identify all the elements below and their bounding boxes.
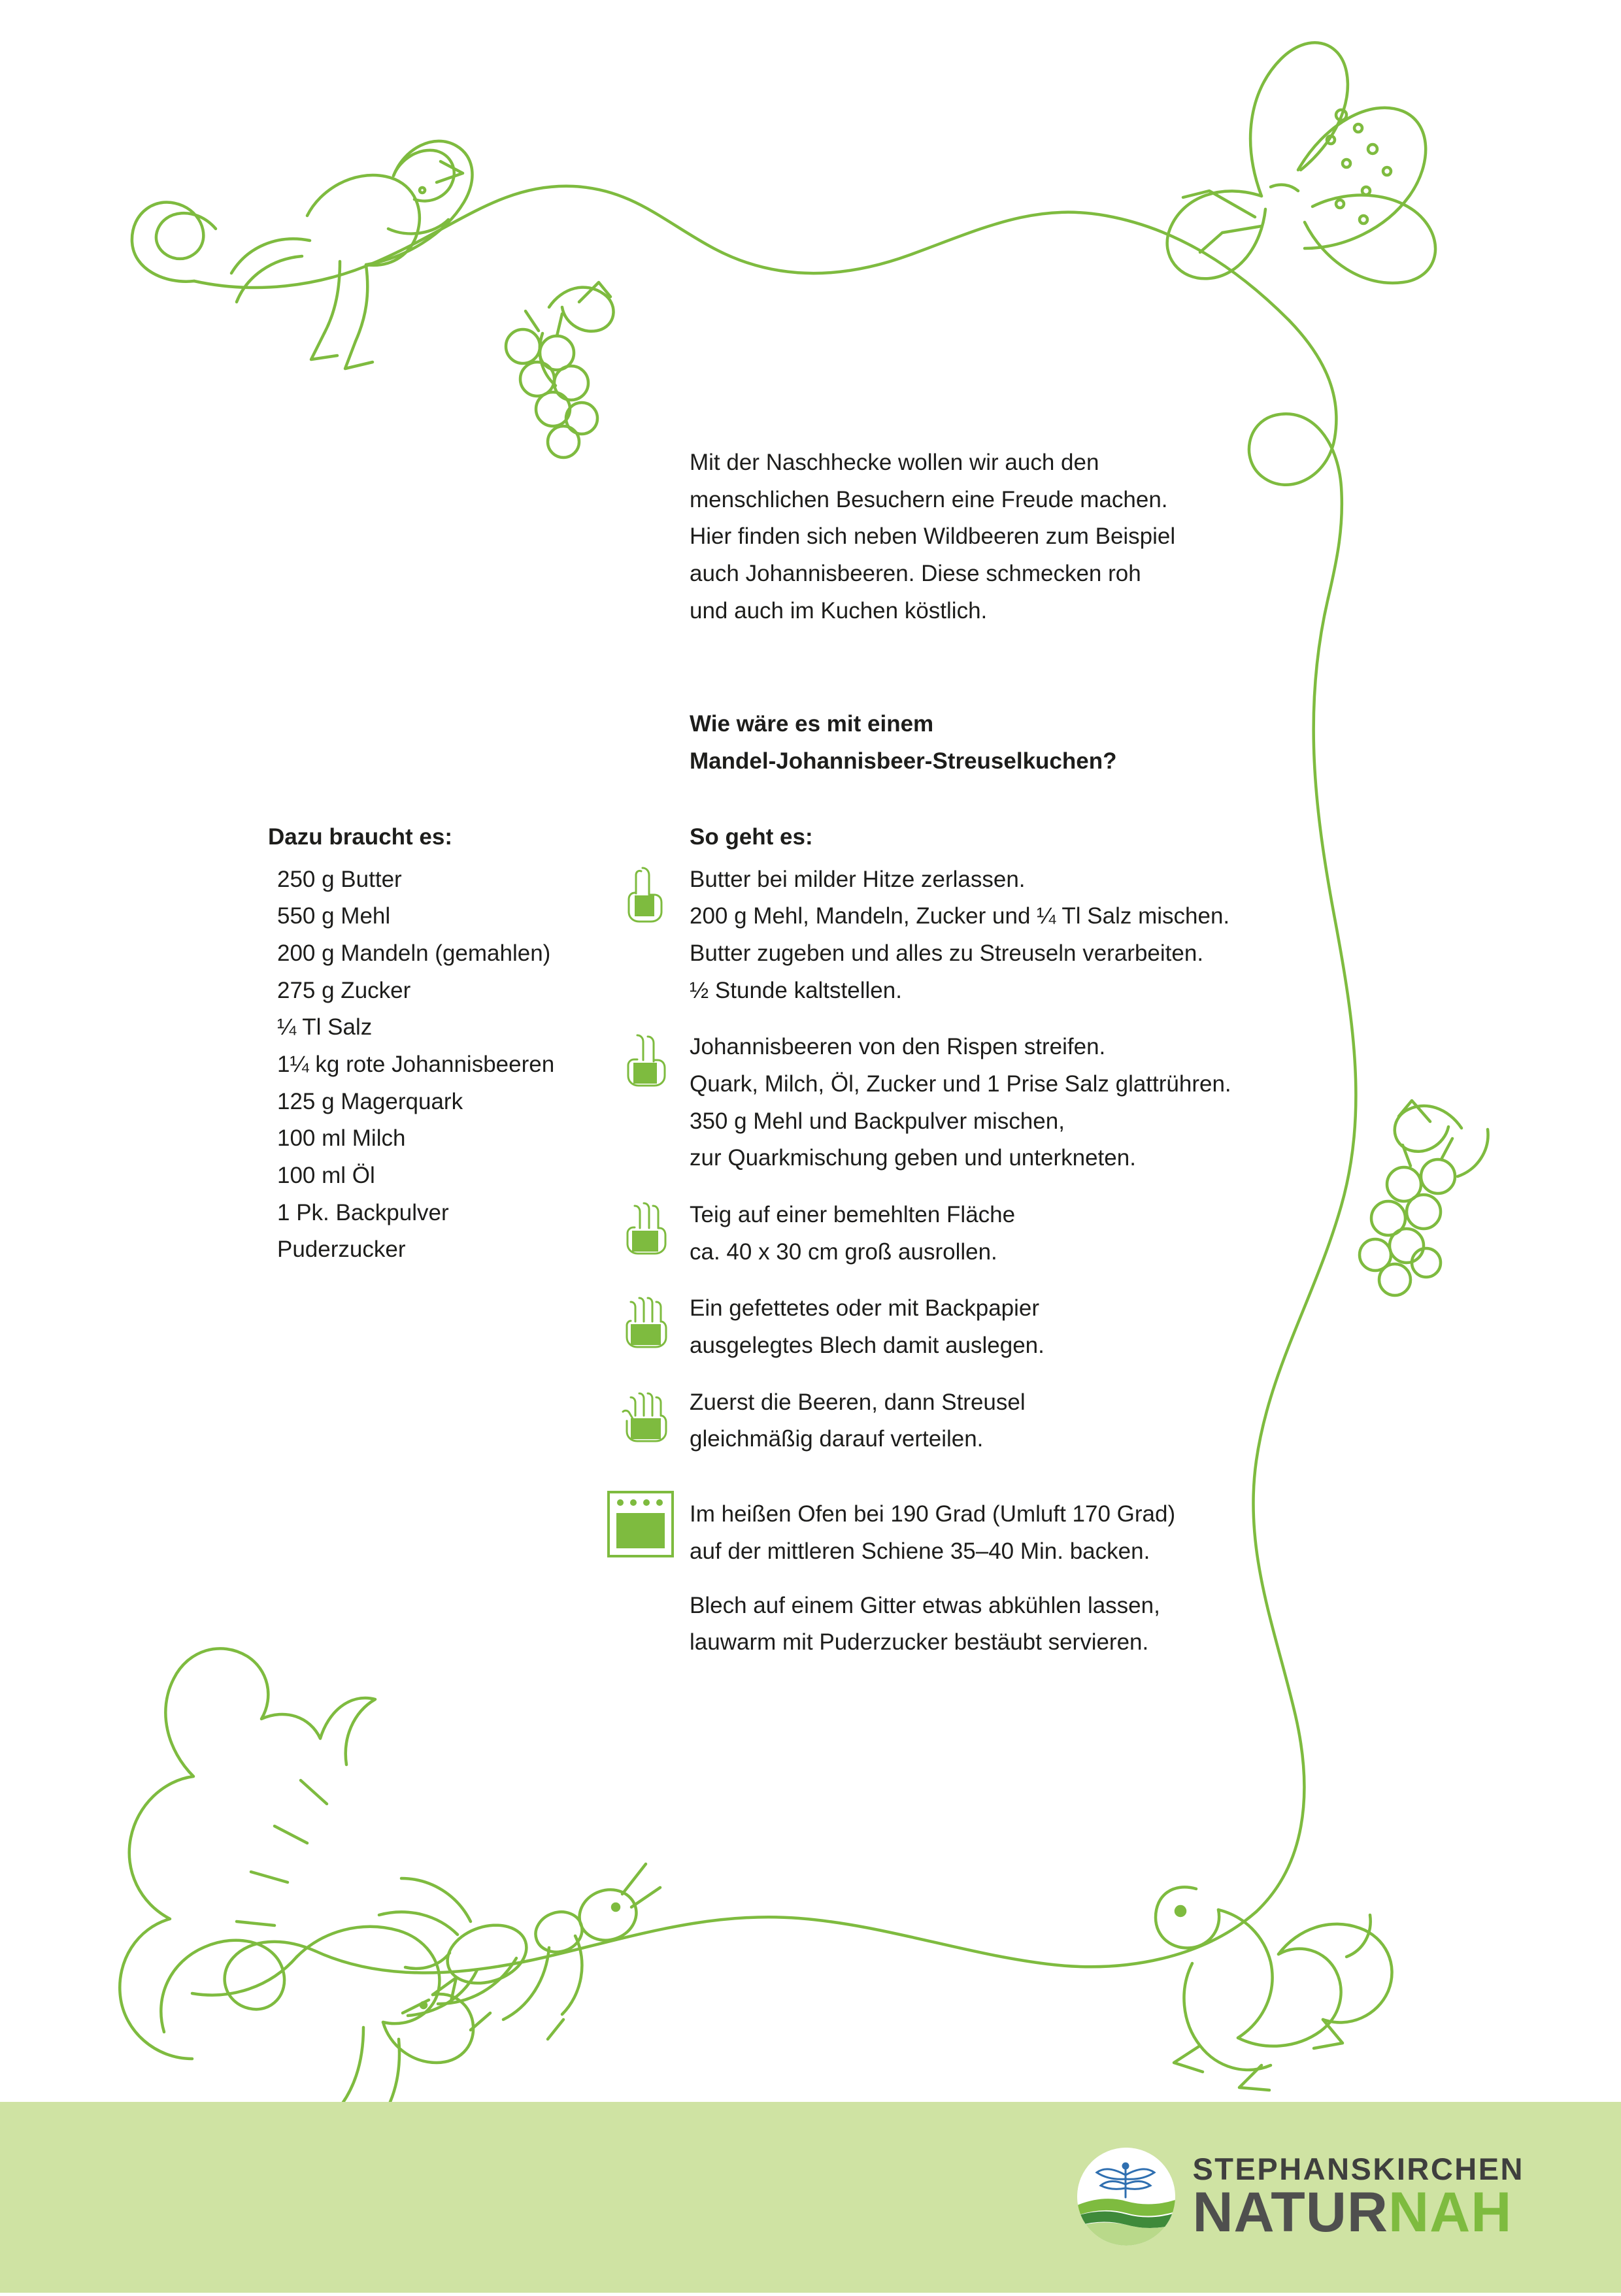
ingredient-item: 275 g Zucker — [277, 977, 411, 1003]
bird-icon — [231, 141, 473, 369]
step-line: ½ Stunde kaltstellen. — [690, 977, 902, 1003]
logo-natur: NATUR — [1192, 2180, 1389, 2244]
step-line: Zuerst die Beeren, dann Streusel — [690, 1389, 1026, 1415]
ingredient-item: Puderzucker — [277, 1237, 406, 1263]
step-line: Im heißen Ofen bei 190 Grad (Umluft 170 Grad) — [690, 1501, 1176, 1527]
ingredient-item: 125 g Magerquark — [277, 1088, 463, 1114]
question-line-2: Mandel-Johannisbeer-Streuselkuchen? — [690, 748, 1117, 774]
step-line: gleichmäßig darauf verteilen. — [690, 1426, 984, 1452]
oven-step-lines — [690, 1496, 1382, 1570]
hand-four-fingers-icon — [618, 1291, 670, 1350]
ingredient-item: ¼ Tl Salz — [277, 1014, 373, 1040]
step-lines — [690, 861, 1382, 1010]
ingredient-item: 1 Pk. Backpulver — [277, 1199, 449, 1225]
preparation-steps-section — [690, 820, 1382, 1681]
logo-line-stephanskirchen: STEPHANSKIRCHEN — [1192, 2151, 1524, 2186]
ingredients-section — [268, 820, 634, 1269]
oven-step-group — [690, 1496, 1382, 1570]
ingredient-item: 200 g Mandeln (gemahlen) — [277, 940, 551, 966]
question-line-1: Wie wäre es mit einem — [690, 711, 934, 737]
intro-line: Hier finden sich neben Wildbeeren zum Beispiel — [690, 524, 1176, 550]
ingredient-item: 550 g Mehl — [277, 903, 391, 929]
step-lines — [690, 1290, 1382, 1364]
logo-nah: NAH — [1388, 2180, 1512, 2244]
step-line: Butter zugeben und alles zu Streuseln verarbeiten. — [690, 940, 1204, 966]
intro-line: menschlichen Besuchern eine Freude machen. — [690, 486, 1168, 512]
steps-heading: So geht es: — [690, 824, 813, 850]
intro-paragraph — [690, 444, 1278, 629]
logo — [1077, 2148, 1524, 2246]
ant-icon — [379, 1864, 660, 2039]
logo-line-naturnah — [1192, 2180, 1524, 2244]
step-line: ausgelegtes Blech damit auslegen. — [690, 1333, 1044, 1359]
ingredients-heading: Dazu braucht es: — [268, 824, 452, 850]
step-line: 200 g Mehl, Mandeln, Zucker und ¼ Tl Salz mischen. — [690, 903, 1230, 929]
hand-one-finger-icon — [618, 863, 670, 922]
ingredients-list — [268, 861, 634, 1269]
step-line: 350 g Mehl und Backpulver mischen, — [690, 1108, 1065, 1134]
frog-icon — [1156, 1887, 1392, 2090]
ingredient-item: 250 g Butter — [277, 866, 402, 892]
step-line: Teig auf einer bemehlten Fläche — [690, 1202, 1016, 1227]
ingredient-item: 1¼ kg rote Johannisbeeren — [277, 1051, 555, 1077]
currant-bunch-top-icon — [506, 282, 614, 458]
hand-two-fingers-icon — [618, 1030, 670, 1089]
step-line: Johannisbeeren von den Rispen streifen. — [690, 1034, 1106, 1060]
step-lines — [690, 1197, 1382, 1271]
final-step-group — [690, 1588, 1382, 1661]
hand-five-fingers-icon — [618, 1386, 670, 1444]
step-line: Butter bei milder Hitze zerlassen. — [690, 866, 1026, 892]
step-lines — [690, 1029, 1382, 1177]
squirrel-icon — [120, 1648, 473, 2136]
intro-line: und auch im Kuchen köstlich. — [690, 597, 988, 624]
step-line: auf der mittleren Schiene 35–40 Min. backen. — [690, 1538, 1150, 1564]
recipe-question-heading — [690, 706, 1317, 780]
step-group — [690, 861, 1382, 1010]
step-group — [690, 1029, 1382, 1177]
footer-band — [0, 2102, 1621, 2293]
hand-three-fingers-icon — [618, 1198, 670, 1257]
step-line: Blech auf einem Gitter etwas abkühlen lassen, — [690, 1592, 1160, 1618]
step-line: ca. 40 x 30 cm groß ausrollen. — [690, 1239, 997, 1265]
ingredient-item: 100 ml Milch — [277, 1125, 406, 1152]
intro-line: Mit der Naschhecke wollen wir auch den — [690, 450, 1099, 475]
step-line: lauwarm mit Puderzucker bestäubt servieren. — [690, 1629, 1149, 1655]
logo-text — [1192, 2151, 1524, 2244]
step-line: Ein gefettetes oder mit Backpapier — [690, 1295, 1040, 1322]
step-group — [690, 1384, 1382, 1458]
step-line: Quark, Milch, Öl, Zucker und 1 Prise Salz glattrühren. — [690, 1071, 1231, 1097]
butterfly-icon — [1167, 42, 1435, 283]
step-group — [690, 1197, 1382, 1271]
intro-line: auch Johannisbeeren. Diese schmecken roh — [690, 561, 1141, 587]
dragonfly-landscape-logo-mark — [1077, 2148, 1175, 2246]
step-group — [690, 1290, 1382, 1364]
ingredient-item: 100 ml Öl — [277, 1163, 375, 1188]
step-line: zur Quarkmischung geben und unterkneten. — [690, 1145, 1136, 1171]
oven-icon — [605, 1488, 677, 1560]
final-step-lines — [690, 1588, 1382, 1661]
step-lines — [690, 1384, 1382, 1458]
